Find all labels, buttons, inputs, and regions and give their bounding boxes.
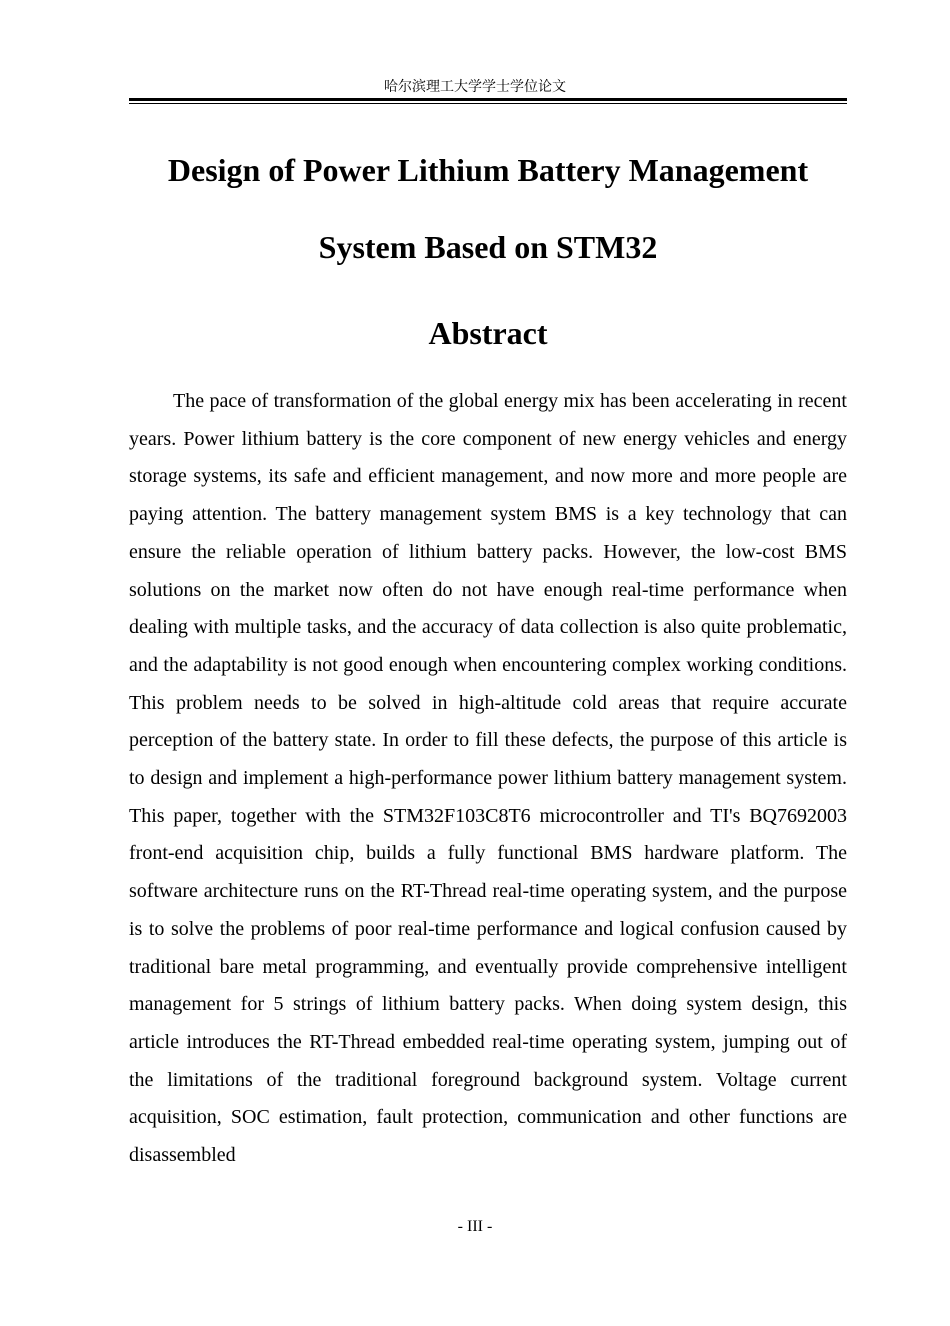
abstract-body: The pace of transformation of the global energy mix has been accelerating in recent years. Power lithium battery is the core component of new energy vehicles and energy storage systems, its safe and efficient management, and now more and more people are paying attention. The battery management system BMS is a key technology that can ensure the reliable operation of lithium battery packs. However, the low-cost BMS solutions on the market now often do not have enough real-time performance when dealing with multiple tasks, and the accuracy of data collection is also quite problematic, and the adaptability is not good enough when encountering complex working conditions. This problem needs to be solved in high-altitude cold areas that require accurate perception of the battery state. In order to fill these defects, the purpose of this article is to design and implement a high-performance power lithium battery management system. This paper, together with the STM32F103C8T6 microcontroller and TI's BQ7692003 front-end acquisition chip, builds a fully functional BMS hardware platform. The software architecture runs on the RT-Thread real-time operating system, and the purpose is to solve the problems of poor real-time performance and logical confusion caused by traditional bare metal programming, and eventually provide comprehensive intelligent management for 5 strings of lithium battery packs. When doing system design, this article introduces the RT-Thread embedded real-time operating system, jumping out of the limitations of the traditional foreground background system. Voltage current acquisition, SOC estimation, fault protection, communication and other functions are disassembled [129,390,847,1167]
paper-title-line-1: Design of Power Lithium Battery Management [167,152,809,188]
paper-title-line-2: System Based on STM32 [318,229,658,265]
header-rule-thin [129,103,847,104]
running-header: 哈尔滨理工大学学士学位论文 [384,79,566,95]
page-number: - III - [457,1218,493,1235]
abstract-heading: Abstract [428,315,548,351]
header-rule-thick [129,98,847,101]
